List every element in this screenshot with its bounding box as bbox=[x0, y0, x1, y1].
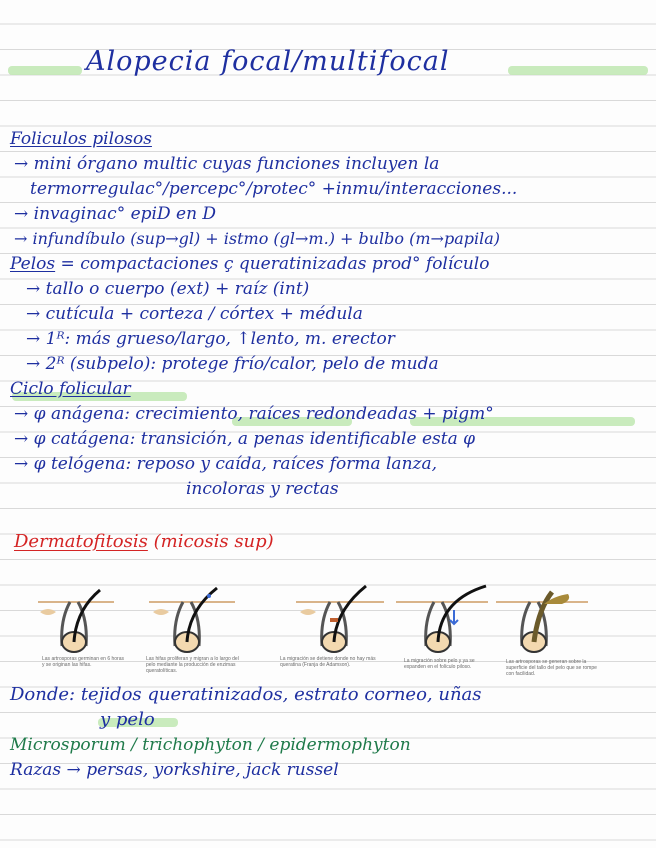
ciclo-line-4: incoloras y rectas bbox=[186, 479, 339, 499]
figure-caption-3: La migración se detiene donde no hay más queratina (Franja de Adamson). bbox=[280, 656, 376, 668]
ciclo-line-2: → φ catágena: transición, a penas identificable esta φ bbox=[14, 429, 476, 449]
ciclo-line-1: → φ anágena: crecimiento, raíces redondeadas + pigm° bbox=[14, 404, 494, 424]
hair-follicle-diagrams bbox=[30, 580, 600, 656]
pelos-heading-rest: = compactaciones ç queratinizadas prod° folículo bbox=[55, 254, 490, 274]
follicle-diagram-5 bbox=[496, 592, 588, 652]
breeds-line: Razas → persas, yorkshire, jack russel bbox=[10, 760, 339, 780]
dermato-heading-line bbox=[14, 531, 274, 553]
genus-line: Microsporum / trichophyton / epidermophyton bbox=[10, 735, 411, 755]
pelos-line-4: → 2ᴿ (subpelo): protege frío/calor, pelo de muda bbox=[26, 354, 439, 374]
foliculos-line-1: → mini órgano multic cuyas funciones incluyen la bbox=[14, 154, 440, 174]
figure-caption-4: La migración sobre pelo y ya se expanden en el folículo piloso. bbox=[404, 658, 475, 670]
foliculos-heading: Foliculos pilosos bbox=[10, 129, 152, 149]
pelos-line-3: → 1ᴿ: más grueso/largo, ↑lento, m. erector bbox=[26, 329, 395, 349]
donde-line-2: y pelo bbox=[100, 709, 155, 730]
follicle-diagram-3 bbox=[296, 586, 384, 652]
foliculos-line-4: → infundíbulo (sup→gl) + istmo (gl→m.) + bulbo (m→papila) bbox=[14, 229, 500, 248]
follicle-diagram-2 bbox=[149, 588, 235, 652]
foliculos-line-3: → invaginac° epiD en D bbox=[14, 204, 217, 224]
pelos-line-1: → tallo o cuerpo (ext) + raíz (int) bbox=[26, 279, 310, 299]
ciclo-line-3: → φ telógena: reposo y caída, raíces forma lanza, bbox=[14, 454, 438, 474]
follicle-diagram-4 bbox=[396, 586, 488, 652]
donde-line-1: Donde: tejidos queratinizados, estrato corneo, uñas bbox=[10, 684, 482, 705]
title-highlight-right bbox=[508, 66, 648, 75]
foliculos-line-2: termorregulac°/percepc°/protec° +inmu/interacciones... bbox=[30, 179, 518, 199]
follicle-diagram-1 bbox=[38, 590, 114, 652]
page-title: Alopecia focal/multifocal bbox=[86, 46, 450, 77]
dermato-heading-rest: (micosis sup) bbox=[147, 531, 274, 552]
figure-caption-5: Las artrosporas se generan sobre la superficie del tallo del pelo que se rompe con facilidad. bbox=[506, 659, 597, 677]
figure-caption-2: Las hifas proliferan y migran a lo largo del pelo mediante la producción de enzimas queratolíticas. bbox=[146, 656, 239, 674]
dermato-heading: Dermatofitosis bbox=[14, 531, 148, 552]
ciclo-heading: Ciclo folicular bbox=[10, 379, 131, 399]
pelos-heading-line bbox=[10, 253, 489, 275]
pelos-heading: Pelos bbox=[10, 254, 56, 274]
pelos-line-2: → cutícula + corteza / córtex + médula bbox=[26, 304, 363, 324]
figure-caption-1: Las artrosporas germinan en 6 horas y se originan las hifas. bbox=[42, 656, 124, 668]
title-highlight-left bbox=[8, 66, 82, 75]
